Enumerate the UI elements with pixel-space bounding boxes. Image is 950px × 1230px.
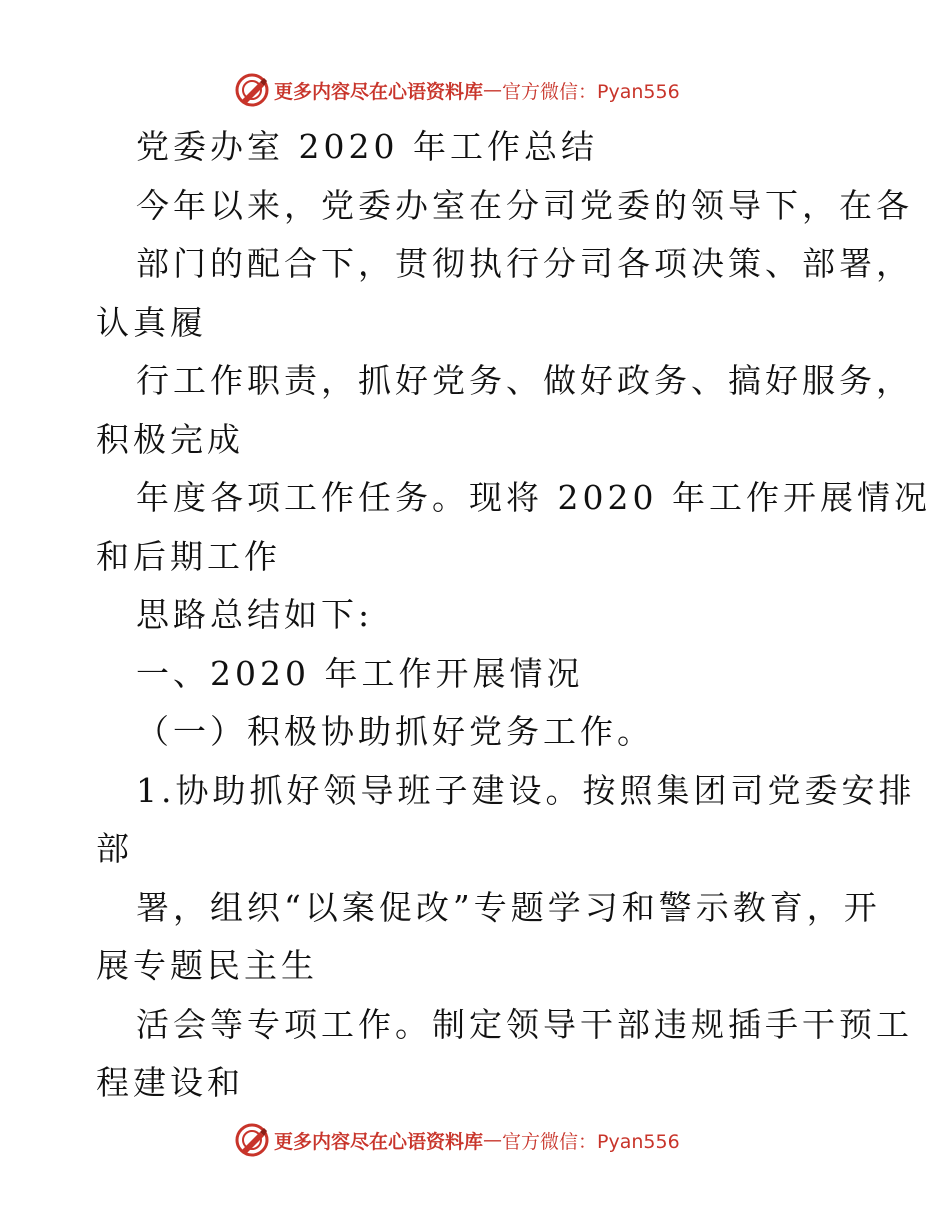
- text-line: 1.协助抓好领导班子建设。按照集团司党委安排: [136, 770, 916, 810]
- text-line: 署，组织“以案促改”专题学习和警示教育，开: [136, 887, 881, 927]
- text-line: 党委办室 2020 年工作总结: [136, 127, 598, 166]
- text-line: 今年以来，党委办室在分司党委的领导下，在各: [136, 185, 913, 225]
- watermark-separator: —: [483, 79, 503, 101]
- text-line: 和后期工作: [96, 536, 281, 576]
- text-line: 思路总结如下:: [136, 595, 374, 634]
- watermark-text: 更多内容尽在心语资料库: [274, 1130, 484, 1153]
- watermark-footer: [234, 1120, 680, 1160]
- watermark-contact: 官方微信：Pyan556: [502, 1130, 680, 1153]
- text-line: 一、2020 年工作开展情况: [136, 653, 584, 693]
- watermark-separator: —: [483, 1129, 503, 1151]
- watermark-text: 更多内容尽在心语资料库: [274, 80, 484, 103]
- watermark-contact: 官方微信：Pyan556: [502, 80, 680, 103]
- text-line: 程建设和: [96, 1063, 244, 1102]
- document-body: [96, 118, 931, 1113]
- text-line: 活会等专项工作。制定领导干部违规插手干预工: [136, 1004, 913, 1044]
- watermark-header: [234, 70, 680, 110]
- text-line: 部: [96, 829, 133, 868]
- text-line: （一）积极协助抓好党务工作。: [136, 712, 654, 751]
- text-line: 认真履: [96, 302, 207, 342]
- text-line: 积极完成: [96, 419, 244, 459]
- text-line: 展专题民主生: [96, 946, 318, 985]
- pen-seal-icon: [234, 1122, 270, 1158]
- text-line: 行工作职责，抓好党务、做好政务、搞好服务，: [136, 361, 913, 400]
- text-line: 年度各项工作任务。现将 2020 年工作开展情况: [136, 478, 931, 517]
- text-line: 部门的配合下，贯彻执行分司各项决策、部署，: [136, 244, 913, 283]
- pen-seal-icon: [234, 72, 270, 108]
